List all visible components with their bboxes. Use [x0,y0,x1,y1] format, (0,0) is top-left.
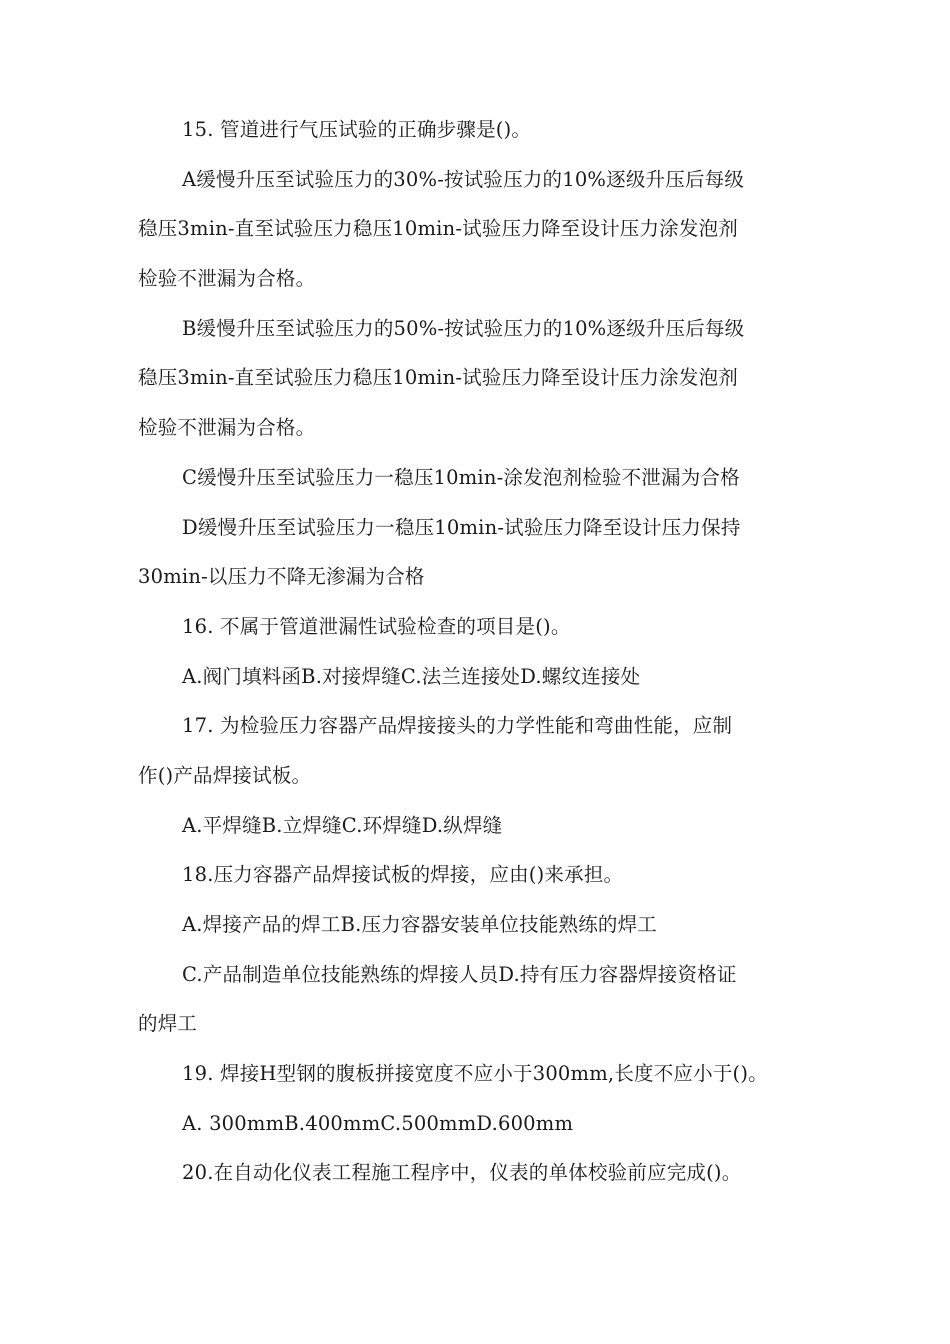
question-18-options-line-2: C.产品制造单位技能熟练的焊接人员D.持有压力容器焊接资格证 [182,962,737,986]
question-15-option-d-line-1: D缓慢升压至试验压力一稳压10min-试验压力降至设计压力保持 [182,515,741,539]
question-19-options: A. 300mmB.400mmC.500mmD.600mm [182,1111,574,1135]
question-15-option-a-line-1: A缓慢升压至试验压力的30%-按试验压力的10%逐级升压后每级 [182,167,745,191]
question-16-stem: 16. 不属于管道泄漏性试验检查的项目是()。 [182,614,571,638]
question-17-options: A.平焊缝B.立焊缝C.环焊缝D.纵焊缝 [182,813,503,837]
question-18-options-line-3: 的焊工 [138,1012,198,1036]
question-15-option-a-line-2: 稳压3min-直至试验压力稳压10min-试验压力降至设计压力涂发泡剂 [138,217,738,241]
question-18-stem: 18.压力容器产品焊接试板的焊接，应由()来承担。 [182,863,624,887]
question-15-option-a-line-3: 检验不泄漏为合格。 [138,267,316,291]
question-18-options-line-1: A.焊接产品的焊工B.压力容器安装单位技能熟练的焊工 [182,913,658,936]
question-16-options: A.阀门填料函B.对接焊缝C.法兰连接处D.螺纹连接处 [182,664,641,688]
question-17-stem-line-2: 作()产品焊接试板。 [138,763,312,787]
question-20-stem: 20.在自动化仪表工程施工程序中，仪表的单体校验前应完成()。 [182,1161,742,1185]
question-15-option-b-line-3: 检验不泄漏为合格。 [138,416,316,440]
question-19-stem: 19. 焊接H型钢的腹板拼接宽度不应小于300mm,长度不应小于()。 [182,1062,768,1086]
question-17-stem-line-1: 17. 为检验压力容器产品焊接接头的力学性能和弯曲性能，应制 [182,714,733,738]
question-15-option-b-line-2: 稳压3min-直至试验压力稳压10min-试验压力降至设计压力涂发泡剂 [138,366,738,390]
question-15-stem: 15. 管道进行气压试验的正确步骤是()。 [182,118,532,141]
question-15-option-c: C缓慢升压至试验压力一稳压10min-涂发泡剂检验不泄漏为合格 [182,465,740,489]
question-15-option-b-line-1: B缓慢升压至试验压力的50%-按试验压力的10%逐级升压后每级 [182,316,745,340]
question-15-option-d-line-2: 30min-以压力不降无渗漏为合格 [138,565,425,589]
document-body [138,118,828,1211]
